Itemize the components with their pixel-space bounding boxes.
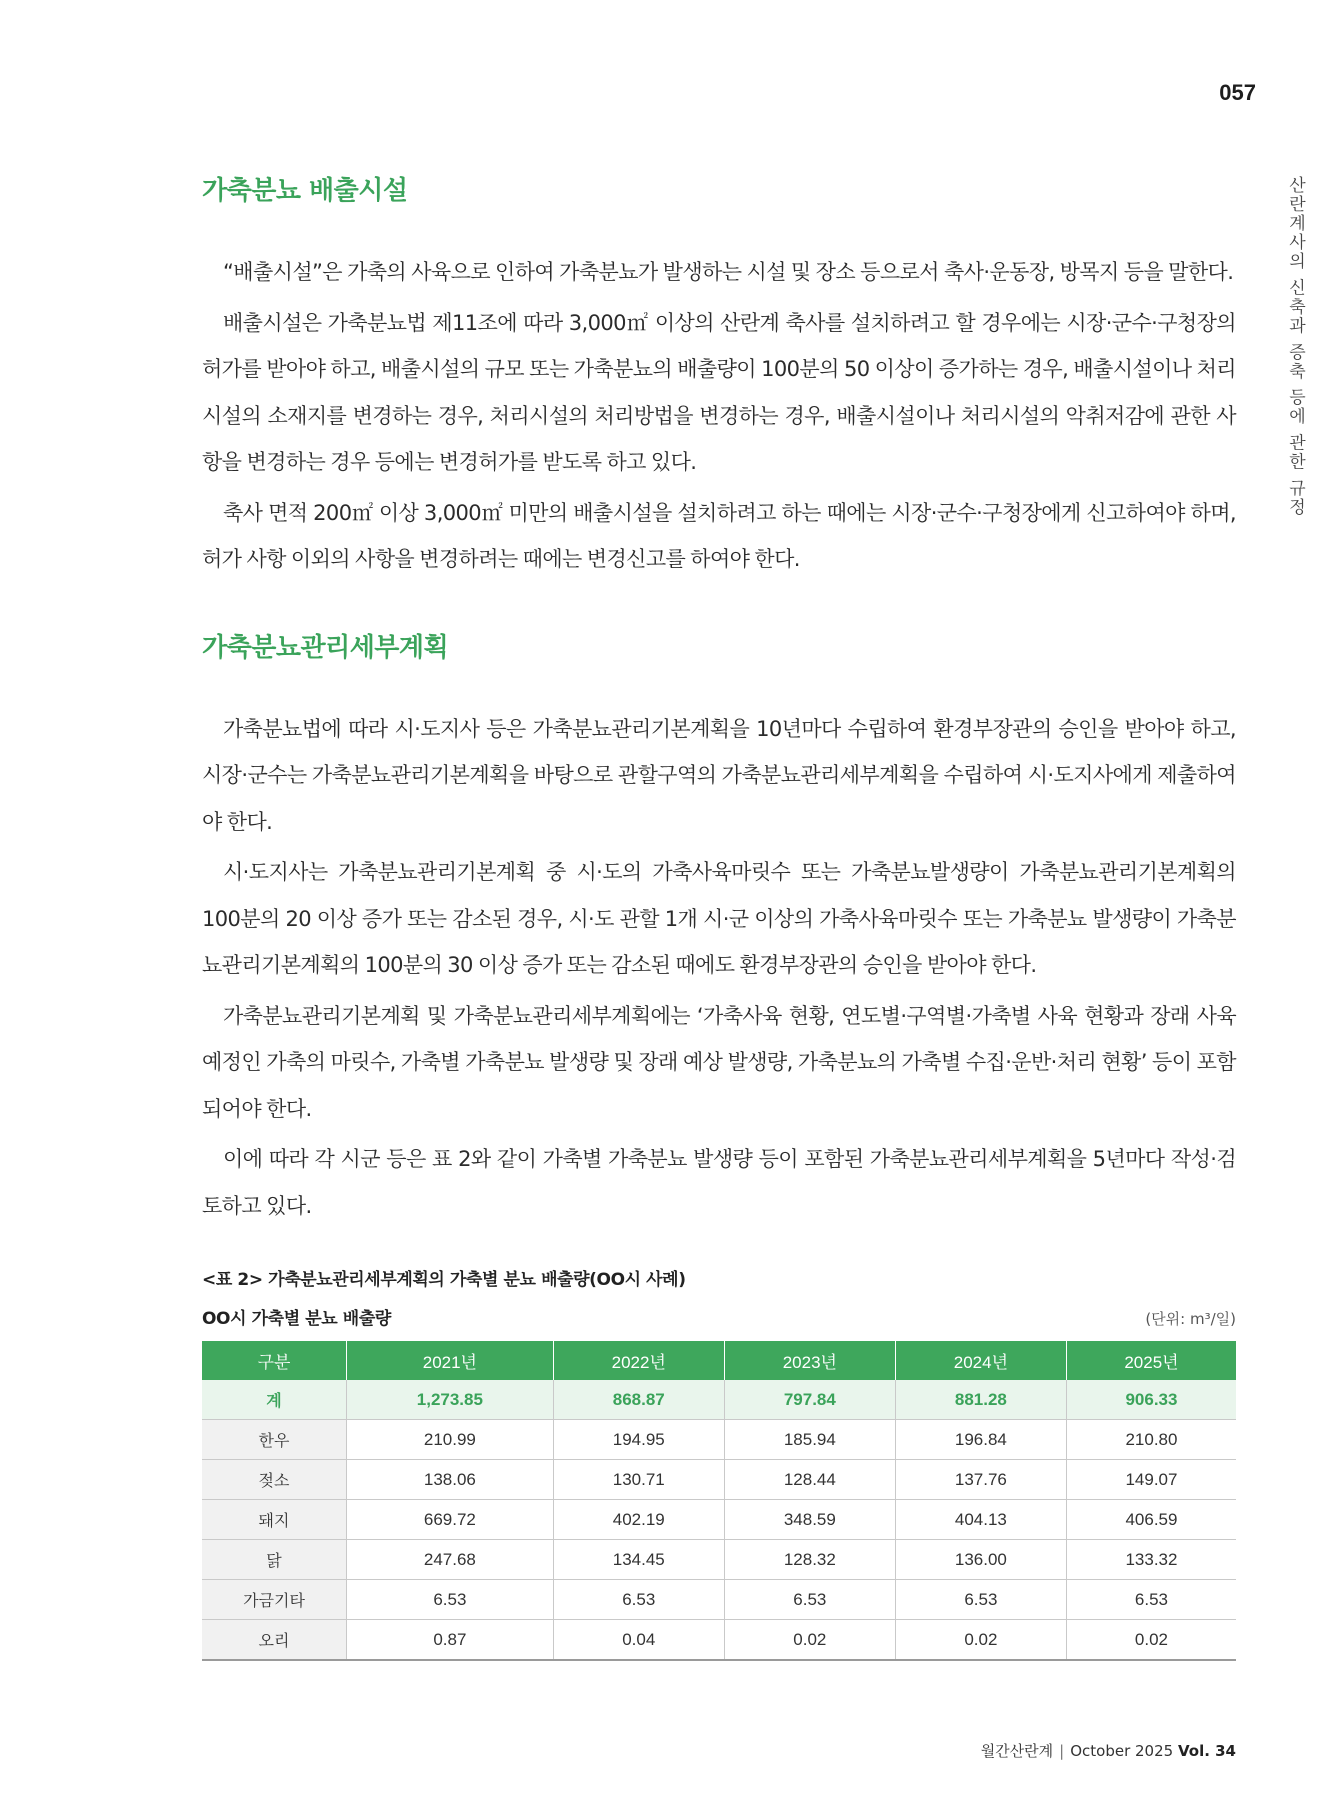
table-cell: 0.02 — [895, 1620, 1066, 1661]
table-cell: 210.80 — [1066, 1420, 1236, 1460]
table-cell: 185.94 — [724, 1420, 895, 1460]
table-cell: 0.02 — [1066, 1620, 1236, 1661]
table-row — [202, 1500, 1236, 1540]
table-cell: 669.72 — [347, 1500, 554, 1540]
table-cell: 128.32 — [724, 1540, 895, 1580]
table-cell: 406.59 — [1066, 1500, 1236, 1540]
table-cell: 402.19 — [553, 1500, 724, 1540]
column-header: 2021년 — [347, 1341, 554, 1380]
row-label: 오리 — [202, 1620, 347, 1661]
paragraph: 가축분뇨관리기본계획 및 가축분뇨관리세부계획에는 ‘가축사육 현황, 연도별·구역별·가축별 사육 현황과 장래 사육 예정인 가축의 마릿수, 가축별 가축분뇨 발생량 및 장래 예상 발생량, 가축분뇨의 가축별 수집·운반·처리 현황’ 등이 포함되어야 한다. — [202, 1003, 1236, 1121]
paragraph: 가축분뇨법에 따라 시·도지사 등은 가축분뇨관리기본계획을 10년마다 수립하여 환경부장관의 승인을 받아야 하고, 시장·군수는 가축분뇨관리기본계획을 바탕으로 관할구역의 가축분뇨관리세부계획을 수립하여 시·도지사에게 제출하여야 한다. — [202, 716, 1236, 834]
table-cell: 128.44 — [724, 1460, 895, 1500]
table-row — [202, 1620, 1236, 1661]
paragraph: 시·도지사는 가축분뇨관리기본계획 중 시·도의 가축사육마릿수 또는 가축분뇨발생량이 가축분뇨관리기본계획의 100분의 20 이상 증가 또는 감소된 경우, 시·도 관할 1개 시·군 이상의 가축사육마릿수 또는 가축분뇨 발생량이 가축분뇨관리기본계획의 100분의 30 이상 증가 또는 감소된 때에도 환경부장관의 승인을 받아야 한다. — [202, 860, 1236, 977]
table-cell: 134.45 — [553, 1540, 724, 1580]
table-cell: 137.76 — [895, 1460, 1066, 1500]
table-cell: 1,273.85 — [347, 1380, 554, 1420]
column-header: 2024년 — [895, 1341, 1066, 1380]
table-header — [202, 1341, 1236, 1380]
table-caption: <표 2> 가축분뇨관리세부계획의 가축별 분뇨 배출량(OO시 사례) — [202, 1270, 686, 1290]
row-label: 젖소 — [202, 1460, 347, 1500]
table-cell: 348.59 — [724, 1500, 895, 1540]
table-cell: 6.53 — [347, 1580, 554, 1620]
paragraph: 축사 면적 200㎡ 이상 3,000㎡ 미만의 배출시설을 설치하려고 하는 때에는 시장·군수·구청장에게 신고하여야 하며, 허가 사항 이외의 사항을 변경하려는 때에는 변경신고를 하여야 한다. — [202, 500, 1236, 571]
section-detailed-plan — [202, 627, 1236, 1230]
table-cell: 0.04 — [553, 1620, 724, 1661]
section-title: 가축분뇨 배출시설 — [202, 176, 408, 206]
column-header: 2025년 — [1066, 1341, 1236, 1380]
table-row-total — [202, 1380, 1236, 1420]
table-cell: 404.13 — [895, 1500, 1066, 1540]
table-cell: 0.87 — [347, 1620, 554, 1661]
table-cell: 6.53 — [724, 1580, 895, 1620]
column-header: 2023년 — [724, 1341, 895, 1380]
table-row — [202, 1580, 1236, 1620]
paragraph: 배출시설은 가축분뇨법 제11조에 따라 3,000㎡ 이상의 산란계 축사를 설치하려고 할 경우에는 시장·군수·구청장의 허가를 받아야 하고, 배출시설의 규모 또는 가축분뇨의 배출량이 100분의 50 이상이 증가하는 경우, 배출시설이나 처리시설의 소재지를 변경하는 경우, 처리시설의 처리방법을 변경하는 경우, 배출시설이나 처리시설의 악취저감에 관한 사항을 변경하는 경우 등에는 변경허가를 받도록 하고 있다. — [202, 310, 1236, 474]
row-label: 가금기타 — [202, 1580, 347, 1620]
page-number: 057 — [1219, 80, 1256, 105]
row-label: 돼지 — [202, 1500, 347, 1540]
article-body — [202, 170, 1236, 1661]
page-footer — [900, 1740, 1236, 1761]
row-label: 계 — [202, 1380, 347, 1420]
volume-number: Vol. 34 — [1177, 1742, 1236, 1760]
table-cell: 138.06 — [347, 1460, 554, 1500]
section-discharge-facility — [202, 170, 1236, 583]
table-row — [202, 1540, 1236, 1580]
table-row — [202, 1420, 1236, 1460]
column-header: 2022년 — [553, 1341, 724, 1380]
magazine-name: 월간산란계 — [980, 1742, 1054, 1760]
table-cell: 6.53 — [895, 1580, 1066, 1620]
table-cell: 6.53 — [553, 1580, 724, 1620]
table-cell: 194.95 — [553, 1420, 724, 1460]
paragraph: “배출시설”은 가축의 사육으로 인하여 가축분뇨가 발생하는 시설 및 장소 등으로서 축사·운동장, 방목지 등을 말한다. — [223, 260, 1234, 284]
table-cell: 6.53 — [1066, 1580, 1236, 1620]
table-cell: 130.71 — [553, 1460, 724, 1500]
table-cell: 868.87 — [553, 1380, 724, 1420]
table-cell: 797.84 — [724, 1380, 895, 1420]
table-cell: 247.68 — [347, 1540, 554, 1580]
footer-divider: | — [1059, 1742, 1065, 1760]
table-cell: 210.99 — [347, 1420, 554, 1460]
section-title: 가축분뇨관리세부계획 — [202, 632, 449, 663]
table-unit: (단위: m³/일) — [1145, 1310, 1236, 1328]
table-cell: 0.02 — [724, 1620, 895, 1661]
table-cell: 149.07 — [1066, 1460, 1236, 1500]
table-row — [202, 1460, 1236, 1500]
table-cell: 881.28 — [895, 1380, 1066, 1420]
table-cell: 136.00 — [895, 1540, 1066, 1580]
row-label: 한우 — [202, 1420, 347, 1460]
table-subtitle: OO시 가축별 분뇨 배출량 — [202, 1309, 391, 1329]
table-cell: 906.33 — [1066, 1380, 1236, 1420]
issue-date: October 2025 — [1070, 1742, 1174, 1760]
paragraph: 이에 따라 각 시군 등은 표 2와 같이 가축별 가축분뇨 발생량 등이 포함된 가축분뇨관리세부계획을 5년마다 작성·검토하고 있다. — [202, 1147, 1236, 1218]
table-cell: 133.32 — [1066, 1540, 1236, 1580]
manure-discharge-table — [202, 1341, 1236, 1661]
row-label: 닭 — [202, 1540, 347, 1580]
chapter-side-label: 산란계사의 신축과 증축 등에 관한 규정 — [1285, 176, 1305, 518]
column-header: 구분 — [202, 1341, 347, 1380]
table-cell: 196.84 — [895, 1420, 1066, 1460]
table-header-row — [202, 1304, 1236, 1329]
